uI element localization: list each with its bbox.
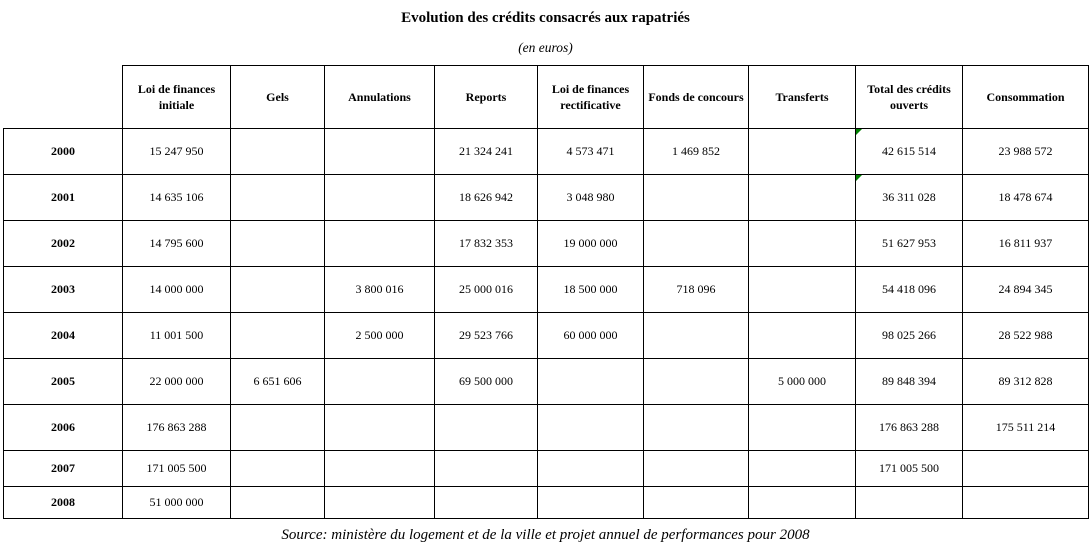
value-cell xyxy=(325,487,435,519)
value-cell xyxy=(856,487,963,519)
value-cell xyxy=(644,487,749,519)
value-cell: 18 500 000 xyxy=(538,267,644,313)
value-cell: 23 988 572 xyxy=(963,129,1089,175)
green-flag-icon xyxy=(856,175,862,181)
value-cell xyxy=(435,451,538,487)
value-cell: 5 000 000 xyxy=(749,359,856,405)
value-cell xyxy=(231,221,325,267)
value-cell xyxy=(231,175,325,221)
value-cell xyxy=(749,487,856,519)
value-cell: 42 615 514 xyxy=(856,129,963,175)
value-cell: 175 511 214 xyxy=(963,405,1089,451)
year-cell: 2001 xyxy=(4,175,123,221)
value-cell: 2 500 000 xyxy=(325,313,435,359)
value-cell: 6 651 606 xyxy=(231,359,325,405)
value-cell: 21 324 241 xyxy=(435,129,538,175)
table-title: Evolution des crédits consacrés aux rapatriés xyxy=(401,10,690,26)
value-cell: 89 312 828 xyxy=(963,359,1089,405)
year-cell: 2007 xyxy=(4,451,123,487)
value-cell: 14 635 106 xyxy=(123,175,231,221)
value-cell xyxy=(231,487,325,519)
value-cell: 54 418 096 xyxy=(856,267,963,313)
value-cell xyxy=(231,451,325,487)
value-cell xyxy=(435,487,538,519)
value-cell xyxy=(749,221,856,267)
value-cell: 51 000 000 xyxy=(123,487,231,519)
column-header: Loi de finances initiale xyxy=(123,66,231,129)
credits-table xyxy=(3,65,1089,519)
year-cell: 2000 xyxy=(4,129,123,175)
value-cell xyxy=(644,451,749,487)
value-cell: 16 811 937 xyxy=(963,221,1089,267)
value-cell xyxy=(231,129,325,175)
value-cell: 176 863 288 xyxy=(856,405,963,451)
value-cell xyxy=(325,175,435,221)
value-cell xyxy=(538,487,644,519)
value-cell xyxy=(644,359,749,405)
value-cell xyxy=(644,405,749,451)
value-cell: 3 800 016 xyxy=(325,267,435,313)
table-row xyxy=(4,267,1089,313)
column-header: Annulations xyxy=(325,66,435,129)
value-cell: 69 500 000 xyxy=(435,359,538,405)
value-cell xyxy=(538,451,644,487)
value-cell xyxy=(644,221,749,267)
table-row xyxy=(4,221,1089,267)
value-cell xyxy=(749,451,856,487)
column-header: Total des crédits ouverts xyxy=(856,66,963,129)
column-header: Gels xyxy=(231,66,325,129)
year-cell: 2006 xyxy=(4,405,123,451)
column-header: Transferts xyxy=(749,66,856,129)
value-cell: 171 005 500 xyxy=(123,451,231,487)
value-cell xyxy=(325,221,435,267)
value-cell: 19 000 000 xyxy=(538,221,644,267)
year-cell: 2002 xyxy=(4,221,123,267)
green-flag-icon xyxy=(856,129,862,135)
value-cell: 29 523 766 xyxy=(435,313,538,359)
year-cell: 2003 xyxy=(4,267,123,313)
value-cell: 51 627 953 xyxy=(856,221,963,267)
table-row xyxy=(4,405,1089,451)
column-header: Loi de finances rectificative xyxy=(538,66,644,129)
value-cell xyxy=(325,405,435,451)
value-cell xyxy=(231,313,325,359)
value-cell xyxy=(749,175,856,221)
table-row xyxy=(4,175,1089,221)
year-cell: 2008 xyxy=(4,487,123,519)
value-cell: 11 001 500 xyxy=(123,313,231,359)
value-cell: 14 795 600 xyxy=(123,221,231,267)
value-cell: 89 848 394 xyxy=(856,359,963,405)
table-row xyxy=(4,129,1089,175)
table-header xyxy=(4,66,1089,129)
value-cell: 60 000 000 xyxy=(538,313,644,359)
value-cell: 18 626 942 xyxy=(435,175,538,221)
value-cell: 18 478 674 xyxy=(963,175,1089,221)
value-cell xyxy=(325,359,435,405)
value-cell: 14 000 000 xyxy=(123,267,231,313)
value-cell xyxy=(325,129,435,175)
table-subtitle: (en euros) xyxy=(518,40,573,55)
value-cell xyxy=(749,405,856,451)
source-note: Source: ministère du logement et de la ville et projet annuel de performances pour 2008 xyxy=(281,527,810,543)
year-cell: 2004 xyxy=(4,313,123,359)
value-cell: 3 048 980 xyxy=(538,175,644,221)
value-cell: 24 894 345 xyxy=(963,267,1089,313)
value-cell: 176 863 288 xyxy=(123,405,231,451)
value-cell xyxy=(538,405,644,451)
header-row xyxy=(4,66,1089,129)
value-cell xyxy=(538,359,644,405)
value-cell: 22 000 000 xyxy=(123,359,231,405)
value-cell: 17 832 353 xyxy=(435,221,538,267)
column-header: Consommation xyxy=(963,66,1089,129)
table-body xyxy=(4,129,1089,519)
value-cell xyxy=(231,267,325,313)
value-cell xyxy=(435,405,538,451)
column-header: Fonds de concours xyxy=(644,66,749,129)
table-row xyxy=(4,313,1089,359)
value-cell xyxy=(749,313,856,359)
value-cell: 171 005 500 xyxy=(856,451,963,487)
corner-cell xyxy=(4,66,123,129)
value-cell xyxy=(749,129,856,175)
value-cell: 28 522 988 xyxy=(963,313,1089,359)
value-cell xyxy=(644,313,749,359)
table-row xyxy=(4,451,1089,487)
value-cell: 15 247 950 xyxy=(123,129,231,175)
year-cell: 2005 xyxy=(4,359,123,405)
value-cell: 1 469 852 xyxy=(644,129,749,175)
value-cell xyxy=(963,451,1089,487)
value-cell: 36 311 028 xyxy=(856,175,963,221)
value-cell: 25 000 016 xyxy=(435,267,538,313)
value-cell: 718 096 xyxy=(644,267,749,313)
table-row xyxy=(4,359,1089,405)
value-cell xyxy=(644,175,749,221)
value-cell xyxy=(325,451,435,487)
value-cell xyxy=(749,267,856,313)
column-header: Reports xyxy=(435,66,538,129)
value-cell xyxy=(231,405,325,451)
value-cell xyxy=(963,487,1089,519)
value-cell: 98 025 266 xyxy=(856,313,963,359)
value-cell: 4 573 471 xyxy=(538,129,644,175)
table-row xyxy=(4,487,1089,519)
